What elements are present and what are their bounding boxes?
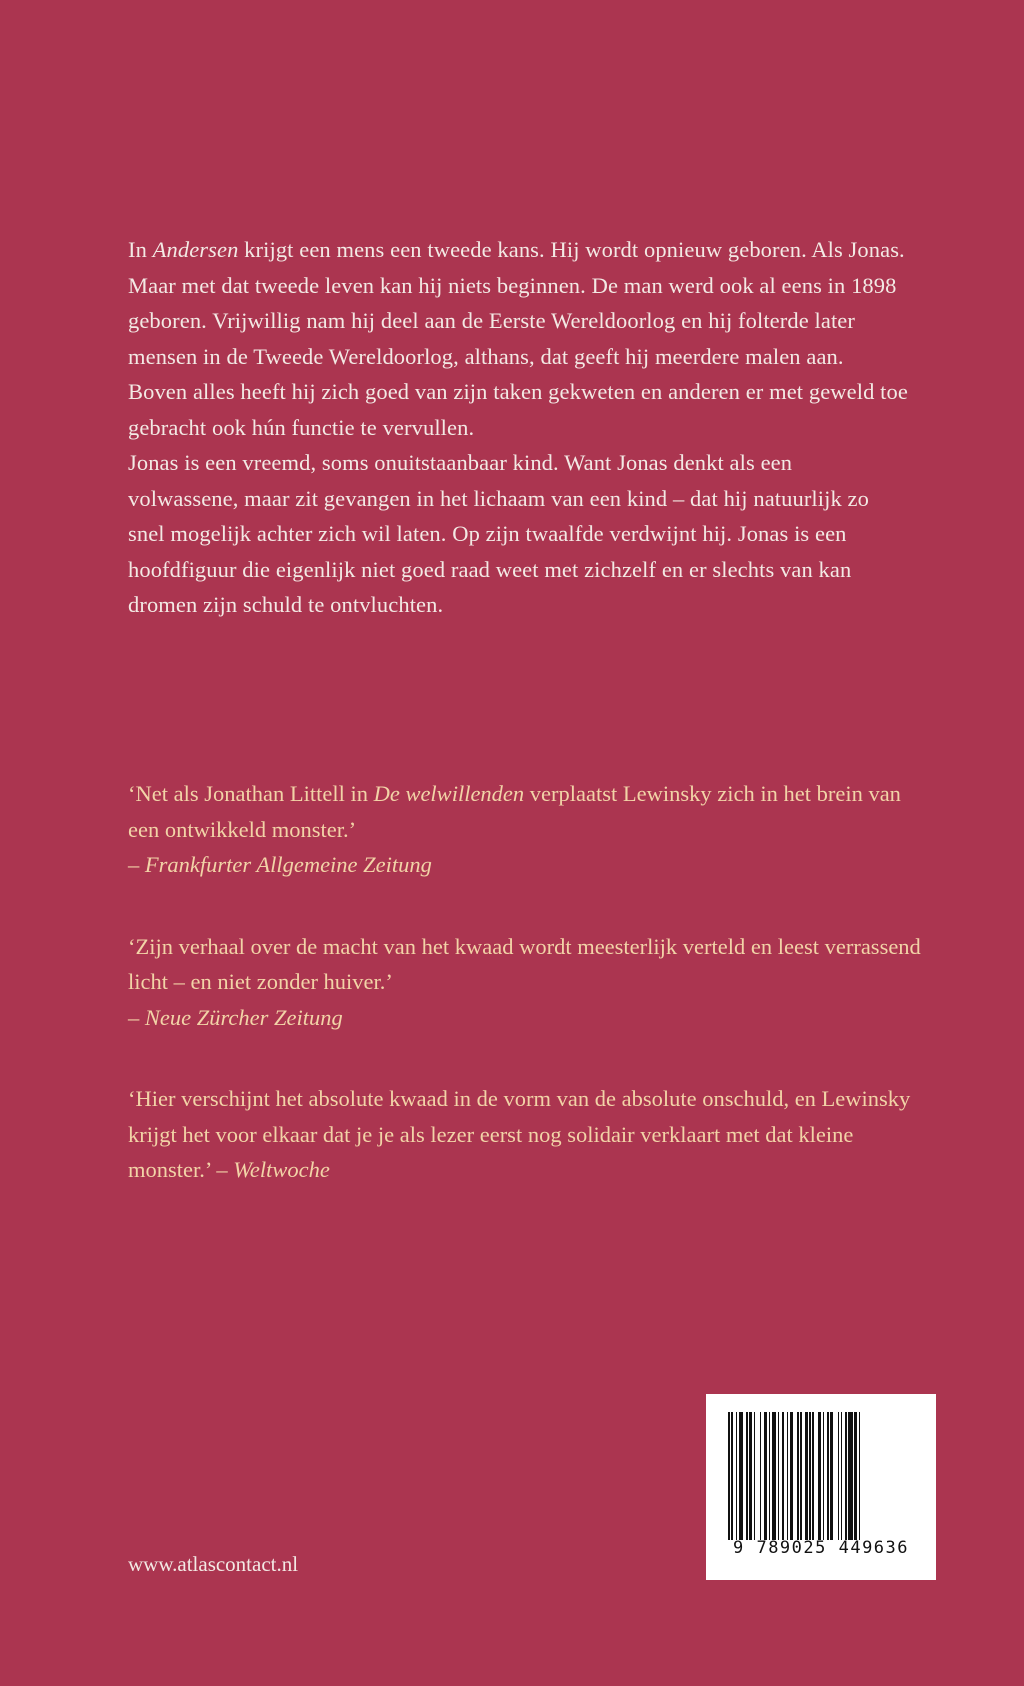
blurb-intro: In (128, 237, 153, 262)
review-quotes (128, 776, 928, 1234)
review-quote-3 (128, 1081, 928, 1188)
quote-title: De welwillenden (373, 781, 525, 806)
review-quote-1 (128, 776, 928, 883)
blurb-paragraph-1 (128, 232, 908, 445)
barcode-bar (860, 1412, 862, 1540)
review-quote-2 (128, 929, 928, 1036)
quote-source: Weltwoche (233, 1157, 330, 1182)
quote-text: ‘Net als Jonathan Littell in (128, 781, 374, 806)
blurb-paragraph-2: Jonas is een vreemd, soms onuitstaanbaar kind. Want Jonas denkt als een volwassene, maar zit gevangen in het lichaam van een kind – dat hij natuurlijk zo snel mogelijk achter zich wil laten. Op zijn twaalfde verdwijnt hij. Jonas is een hoofdfiguur die eigenlijk niet goed raad weet met zichzelf en er slechts van kan dromen zijn schuld te ontvluchten. (128, 450, 869, 617)
quote-text: verplaatst Lewinsky zich in het brein van een ontwikkeld monster.’ (128, 781, 901, 842)
barcode-bars (728, 1412, 908, 1540)
quote-text: ‘Zijn verhaal over de macht van het kwaad wordt meesterlijk verteld en leest verrassend licht – en niet zonder huiver.’ (128, 933, 921, 994)
publisher-website: www.atlascontact.nl (128, 1552, 299, 1576)
quote-source: – Neue Zürcher Zeitung (128, 1004, 343, 1030)
quote-source: – Frankfurter Allgemeine Zeitung (128, 852, 432, 877)
isbn-barcode (706, 1394, 936, 1580)
blurb-text-1: krijgt een mens een tweede kans. Hij wordt opnieuw geboren. Als Jonas. Maar met dat tweede leven kan hij niets beginnen. De man werd ook al eens in 1898 geboren. Vrijwillig nam hij deel aan de Eerste Wereldoorlog en hij folterde later mensen in de Tweede Wereldoorlog, althans, dat geeft hij meerdere malen aan. Boven alles heeft hij zich goed van zijn taken gekweten en anderen er met geweld toe gebracht ook hún functie te vervullen. (128, 237, 908, 440)
isbn-number: 9 789025 449636 (732, 1538, 910, 1558)
quote-text: ‘Hier verschijnt het absolute kwaad in de vorm van de absolute onschuld, en Lewinsky krijgt het voor elkaar dat je je als lezer eerst nog solidair verklaart met dat kleine monster.’ – (128, 1086, 911, 1182)
blurb (128, 232, 908, 623)
book-title: Andersen (152, 237, 239, 262)
